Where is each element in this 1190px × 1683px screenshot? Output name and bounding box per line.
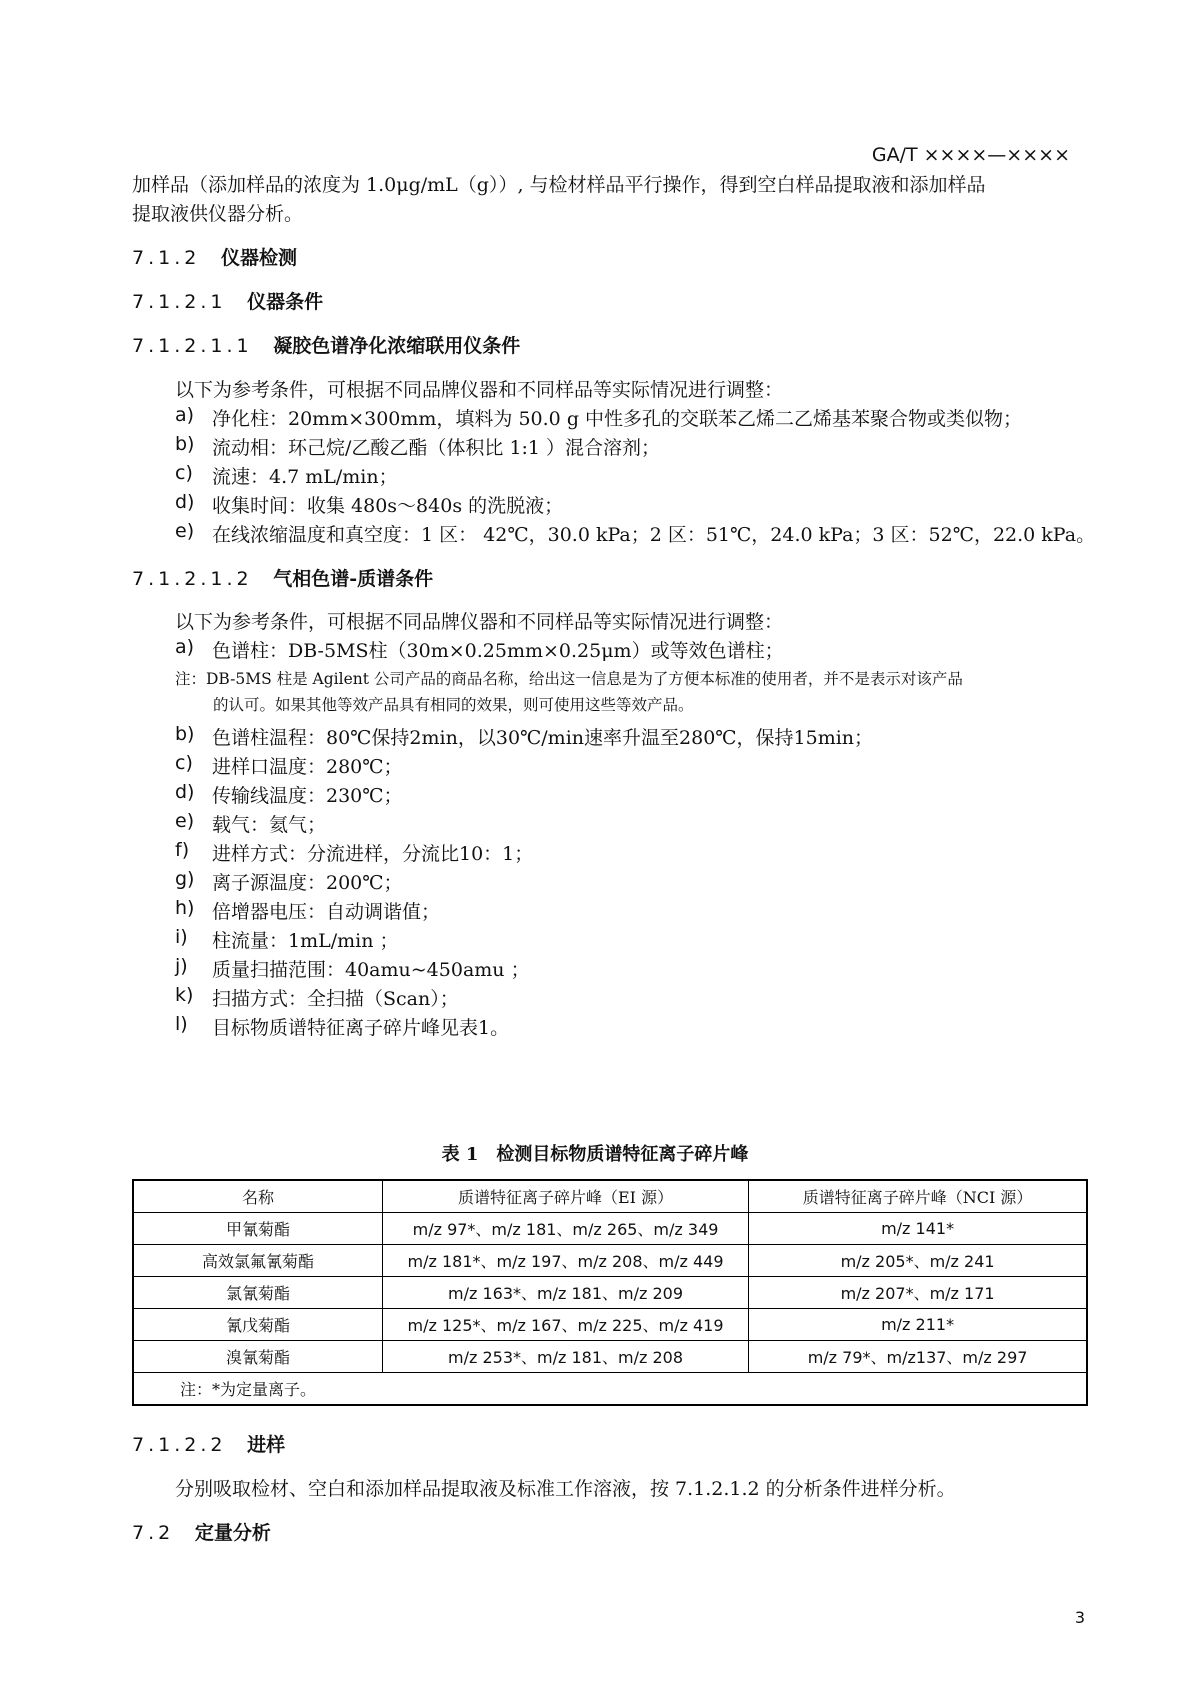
ei-peaks: m/z 163*、m/z 181、m/z 209 (382, 1277, 748, 1309)
injection-paragraph: 分别吸取检材、空白和添加样品提取液及标准工作溶液，按 7.1.2.1.2 的分析条件进样分析。 (175, 1478, 956, 1500)
nci-peaks: m/z 205*、m/z 241 (749, 1245, 1087, 1277)
list-item: e) 在线浓缩温度和真空度：1 区： 42℃，30.0 kPa；2 区：51℃，24.0 kPa；3 区：52℃，22.0 kPa。 (175, 520, 1096, 546)
table-caption: 表 1 检测目标物质谱特征离子碎片峰 (441, 1144, 749, 1165)
list-item: d) 传输线温度：230℃； (175, 781, 403, 807)
list-item: g) 离子源温度：200℃； (175, 868, 403, 894)
compound-name: 高效氯氟氰菊酯 (133, 1245, 382, 1277)
column-header-ei: 质谱特征离子碎片峰（EI 源） (382, 1180, 748, 1213)
compound-name: 甲氰菊酯 (133, 1213, 382, 1245)
compound-name: 溴氰菊酯 (133, 1341, 382, 1373)
table-row (133, 1341, 1087, 1373)
column-header-name: 名称 (133, 1180, 382, 1213)
section-number: 7.2 (132, 1522, 175, 1544)
list-item: k) 扫描方式：全扫描（Scan）； (175, 984, 459, 1010)
list-item: b) 流动相：环己烷/乙酸乙酯（体积比 1:1 ）混合溶剂； (175, 433, 661, 459)
section-7-1-2-heading (132, 243, 297, 270)
list-item: a) 净化柱：20mm×300mm，填料为 50.0 g 中性多孔的交联苯乙烯二乙烯基苯聚合物或类似物； (175, 404, 1023, 430)
list-item (175, 1042, 212, 1064)
section-title: 定量分析 (194, 1522, 271, 1544)
section-7-1-2-1-2-heading (132, 564, 433, 591)
list-item: e) 载气：氦气； (175, 810, 327, 836)
table-note: 注：*为定量离子。 (133, 1373, 1087, 1406)
ei-peaks: m/z 253*、m/z 181、m/z 208 (382, 1341, 748, 1373)
section-number: 7.1.2 (132, 247, 201, 269)
section-number: 7.1.2.1.2 (132, 568, 253, 590)
list-item: b) 色谱柱温程：80℃保持2min，以30℃/min速率升温至280℃，保持15min； (175, 723, 874, 749)
nci-peaks: m/z 141* (749, 1213, 1087, 1245)
list-item: c) 进样口温度：280℃； (175, 752, 403, 778)
list-item: a) 色谱柱：DB-5MS柱（30m×0.25mm×0.25μm）或等效色谱柱； (175, 636, 784, 662)
section-7-2-heading (132, 1518, 271, 1545)
section-title: 仪器条件 (247, 291, 324, 313)
list-item: c) 流速：4.7 mL/min； (175, 462, 398, 488)
ei-peaks: m/z 181*、m/z 197、m/z 208、m/z 449 (382, 1245, 748, 1277)
section-title: 凝胶色谱净化浓缩联用仪条件 (273, 335, 521, 357)
column-header-nci: 质谱特征离子碎片峰（NCI 源） (749, 1180, 1087, 1213)
compound-name: 氰戊菊酯 (133, 1309, 382, 1341)
table-row (133, 1213, 1087, 1245)
column-note-line-1: 注：DB-5MS 柱是 Agilent 公司产品的商品名称，给出这一信息是为了方便本标准的使用者，并不是表示对该产品 (175, 670, 963, 688)
list-item: f) 进样方式：分流进样，分流比10：1； (175, 839, 534, 865)
section-7-1-2-2-heading (132, 1430, 285, 1457)
ei-peaks: m/z 97*、m/z 181、m/z 265、m/z 349 (382, 1213, 748, 1245)
nci-peaks: m/z 79*、m/z137、m/z 297 (749, 1341, 1087, 1373)
section-title: 气相色谱-质谱条件 (273, 568, 434, 590)
nci-peaks: m/z 211* (749, 1309, 1087, 1341)
page-number: 3 (1074, 1608, 1085, 1627)
gcms-lead: 以下为参考条件，可根据不同品牌仪器和不同样品等实际情况进行调整： (175, 611, 784, 633)
section-title: 进样 (247, 1434, 286, 1456)
document-code: GA/T ××××—×××× (871, 144, 1070, 166)
intro-line-1: 加样品（添加样品的浓度为 1.0μg/mL（g））, 与检材样品平行操作，得到空白样品提取液和添加样品 (132, 174, 986, 196)
list-item: i) 柱流量：1mL/min ； (175, 926, 399, 952)
compound-name: 氯氰菊酯 (133, 1277, 382, 1309)
section-number: 7.1.2.2 (132, 1434, 227, 1456)
section-title: 仪器检测 (220, 247, 297, 269)
ion-fragment-table (132, 1179, 1088, 1406)
list-item: h) 倍增器电压：自动调谐值； (175, 897, 441, 923)
intro-line-2: 提取液供仪器分析。 (132, 203, 304, 225)
section-7-1-2-1-heading (132, 287, 323, 314)
table-row (133, 1309, 1087, 1341)
gpc-lead: 以下为参考条件，可根据不同品牌仪器和不同样品等实际情况进行调整： (175, 379, 784, 401)
table-row (133, 1277, 1087, 1309)
ei-peaks: m/z 125*、m/z 167、m/z 225、m/z 419 (382, 1309, 748, 1341)
section-7-1-2-1-1-heading (132, 331, 520, 358)
table-note-row (133, 1373, 1087, 1406)
table-row (133, 1245, 1087, 1277)
column-note-line-2: 的认可。如果其他等效产品具有相同的效果，则可使用这些等效产品。 (213, 696, 694, 714)
list-item: j) 质量扫描范围：40amu~450amu ； (175, 955, 530, 981)
table-header-row (133, 1180, 1087, 1213)
list-item: d) 收集时间：收集 480s～840s 的洗脱液； (175, 491, 564, 517)
section-number: 7.1.2.1.1 (132, 335, 253, 357)
list-item: l) 目标物质谱特征离子碎片峰见表1。 (175, 1013, 510, 1039)
section-number: 7.1.2.1 (132, 291, 227, 313)
nci-peaks: m/z 207*、m/z 171 (749, 1277, 1087, 1309)
